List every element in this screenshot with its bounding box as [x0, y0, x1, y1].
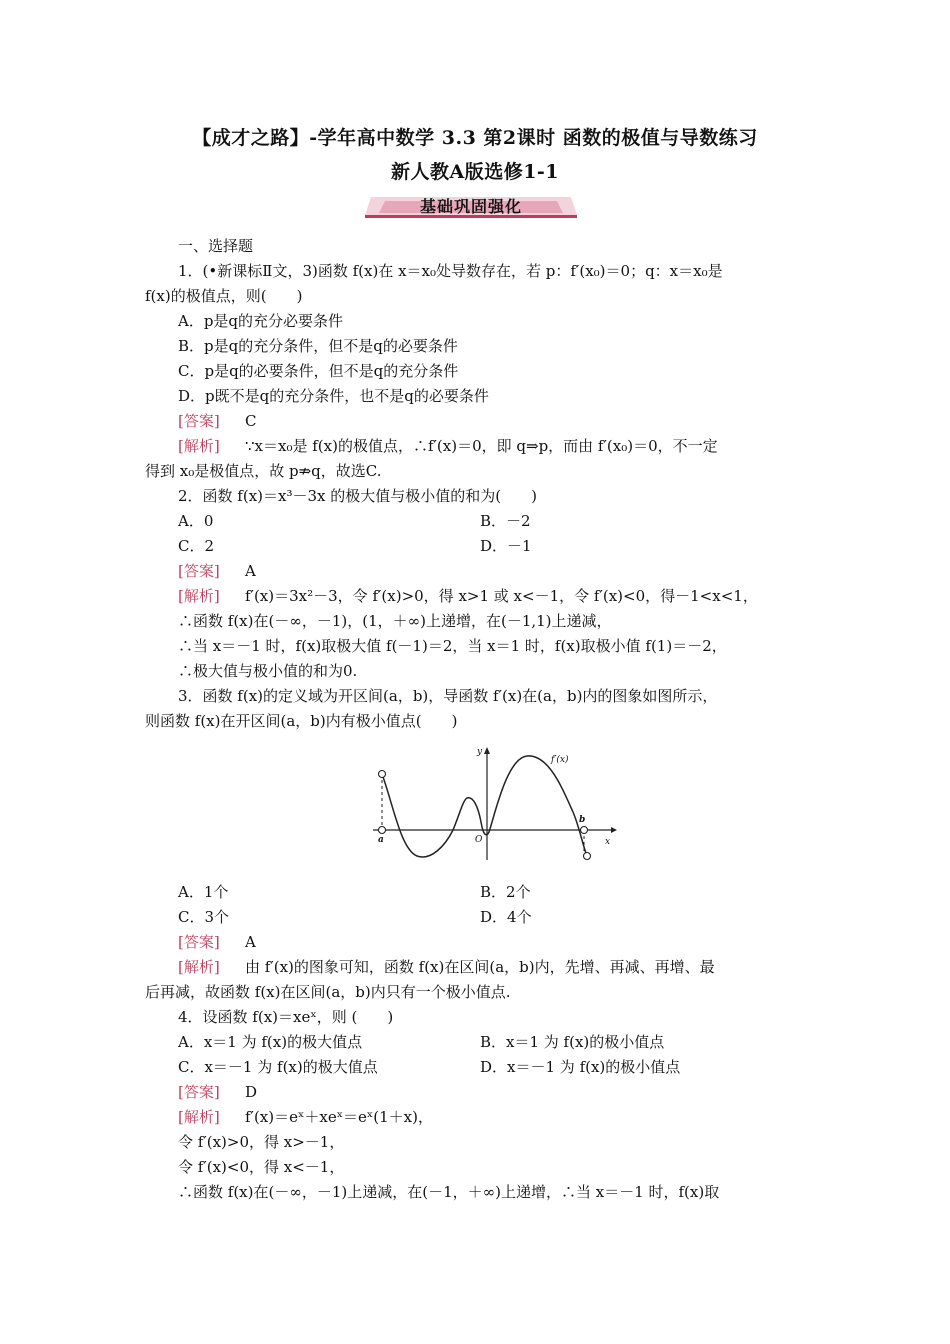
- banner-title: 基础巩固强化: [419, 197, 522, 216]
- endpoint-a-axis: [379, 827, 386, 834]
- q1-answer: C: [245, 412, 257, 430]
- q2-analysis-tag: [解析]: [178, 587, 220, 605]
- endpoint-a-top: [379, 771, 386, 778]
- q2-option-a: A．0: [178, 512, 214, 530]
- x-axis-arrow: [611, 827, 617, 833]
- q2-analysis: f′(x)＝3x²－3，令 f′(x)>0，得 x>1 或 x<－1，令 f′(x)<0，得－1<x<1，: [245, 587, 758, 605]
- q3-option-a: A．1个: [178, 883, 229, 901]
- q4-analysis: f′(x)＝eˣ＋xeˣ＝eˣ(1＋x)，: [245, 1108, 433, 1126]
- graph-function-label: f′(x): [551, 755, 569, 765]
- q3-analysis-cont: 后再减，故函数 f(x)在区间(a，b)内只有一个极小值点.: [145, 983, 511, 1001]
- q1-analysis-tag: [解析]: [178, 437, 220, 455]
- q2-answer-tag: [答案]: [178, 562, 220, 580]
- q2-option-c: C．2: [178, 537, 215, 555]
- q2-option-d: D．－1: [480, 537, 532, 555]
- q4-option-b: B．x＝1 为 f(x)的极小值点: [480, 1033, 665, 1051]
- q4-analysis-tag: [解析]: [178, 1108, 220, 1126]
- q3-answer: A: [245, 933, 256, 951]
- q3-stem-cont: 则函数 f(x)在开区间(a，b)内有极小值点( ): [145, 712, 458, 730]
- y-axis-arrow: [484, 747, 490, 754]
- q2-option-b: B．－2: [480, 512, 531, 530]
- q1-stem-cont: f(x)的极值点，则( ): [145, 287, 303, 305]
- derivative-curve: [382, 756, 587, 857]
- q2-analysis-3: ∴当 x＝－1 时，f(x)取极大值 f(－1)＝2，当 x＝1 时，f(x)取极小值 f(1)＝－2，: [178, 637, 727, 655]
- q1-analysis-cont: 得到 x₀是极值点，故 p⇏q，故选C.: [145, 462, 382, 480]
- q3-stem: 3．函数 f(x)的定义域为开区间(a，b)，导函数 f′(x)在(a，b)内的图象如图所示，: [178, 687, 718, 705]
- q1-option-a: A．p是q的充分必要条件: [178, 312, 344, 330]
- q3-analysis-tag: [解析]: [178, 958, 220, 976]
- graph-origin-label: O: [475, 835, 483, 845]
- q2-analysis-2: ∴函数 f(x)在(－∞，－1)，(1，＋∞)上递增，在(－1,1)上递减，: [178, 612, 612, 630]
- document-title-line1: 【成才之路】-学年高中数学 3.3 第2课时 函数的极值与导数练习: [192, 127, 758, 149]
- q3-answer-tag: [答案]: [178, 933, 220, 951]
- q3-option-d: D．4个: [480, 908, 532, 926]
- endpoint-b-bottom: [584, 853, 591, 860]
- q4-answer: D: [245, 1083, 258, 1101]
- q1-analysis: ∵x＝x₀是 f(x)的极值点，∴f′(x)＝0，即 q⇒p，而由 f′(x₀)＝0，不一定: [245, 437, 718, 455]
- q4-analysis-4: ∴函数 f(x)在(－∞，－1)上递减，在(－1，＋∞)上递增，∴当 x＝－1 时，f(x)取: [178, 1183, 720, 1201]
- q4-analysis-2: 令 f′(x)>0，得 x>－1，: [178, 1133, 345, 1151]
- derivative-graph: [365, 742, 625, 868]
- q3-analysis: 由 f′(x)的图象可知，函数 f(x)在区间(a，b)内，先增、再减、再增、最: [245, 958, 715, 976]
- q1-answer-tag: [答案]: [178, 412, 220, 430]
- q2-answer: A: [245, 562, 256, 580]
- q1-stem: 1．(•新课标Ⅱ文，3)函数 f(x)在 x＝x₀处导数存在，若 p：f′(x₀)＝0；q：x＝x₀是: [178, 262, 723, 280]
- graph-y-label: y: [477, 747, 483, 757]
- q2-stem: 2．函数 f(x)＝x³－3x 的极大值与极小值的和为( ): [178, 487, 537, 505]
- q4-stem: 4．设函数 f(x)＝xeˣ，则 ( ): [178, 1008, 394, 1026]
- endpoint-b-axis: [581, 827, 588, 834]
- q3-option-b: B．2个: [480, 883, 531, 901]
- q4-answer-tag: [答案]: [178, 1083, 220, 1101]
- q3-option-c: C．3个: [178, 908, 230, 926]
- q4-analysis-3: 令 f′(x)<0，得 x<－1，: [178, 1158, 345, 1176]
- q4-option-c: C．x＝－1 为 f(x)的极大值点: [178, 1058, 378, 1076]
- q1-option-b: B．p是q的充分条件，但不是q的必要条件: [178, 337, 458, 355]
- q2-analysis-4: ∴极大值与极小值的和为0.: [178, 662, 358, 680]
- graph-a-label: a: [378, 835, 384, 845]
- graph-x-label: x: [605, 837, 611, 847]
- graph-b-label: b: [579, 815, 586, 825]
- section-heading: 一、选择题: [178, 237, 254, 255]
- document-title-line2: 新人教A版选修1-1: [390, 161, 560, 183]
- q1-option-c: C．p是q的必要条件，但不是q的充分条件: [178, 362, 459, 380]
- q1-option-d: D．p既不是q的充分条件，也不是q的必要条件: [178, 387, 489, 405]
- q4-option-d: D．x＝－1 为 f(x)的极小值点: [480, 1058, 681, 1076]
- q4-option-a: A．x＝1 为 f(x)的极大值点: [178, 1033, 363, 1051]
